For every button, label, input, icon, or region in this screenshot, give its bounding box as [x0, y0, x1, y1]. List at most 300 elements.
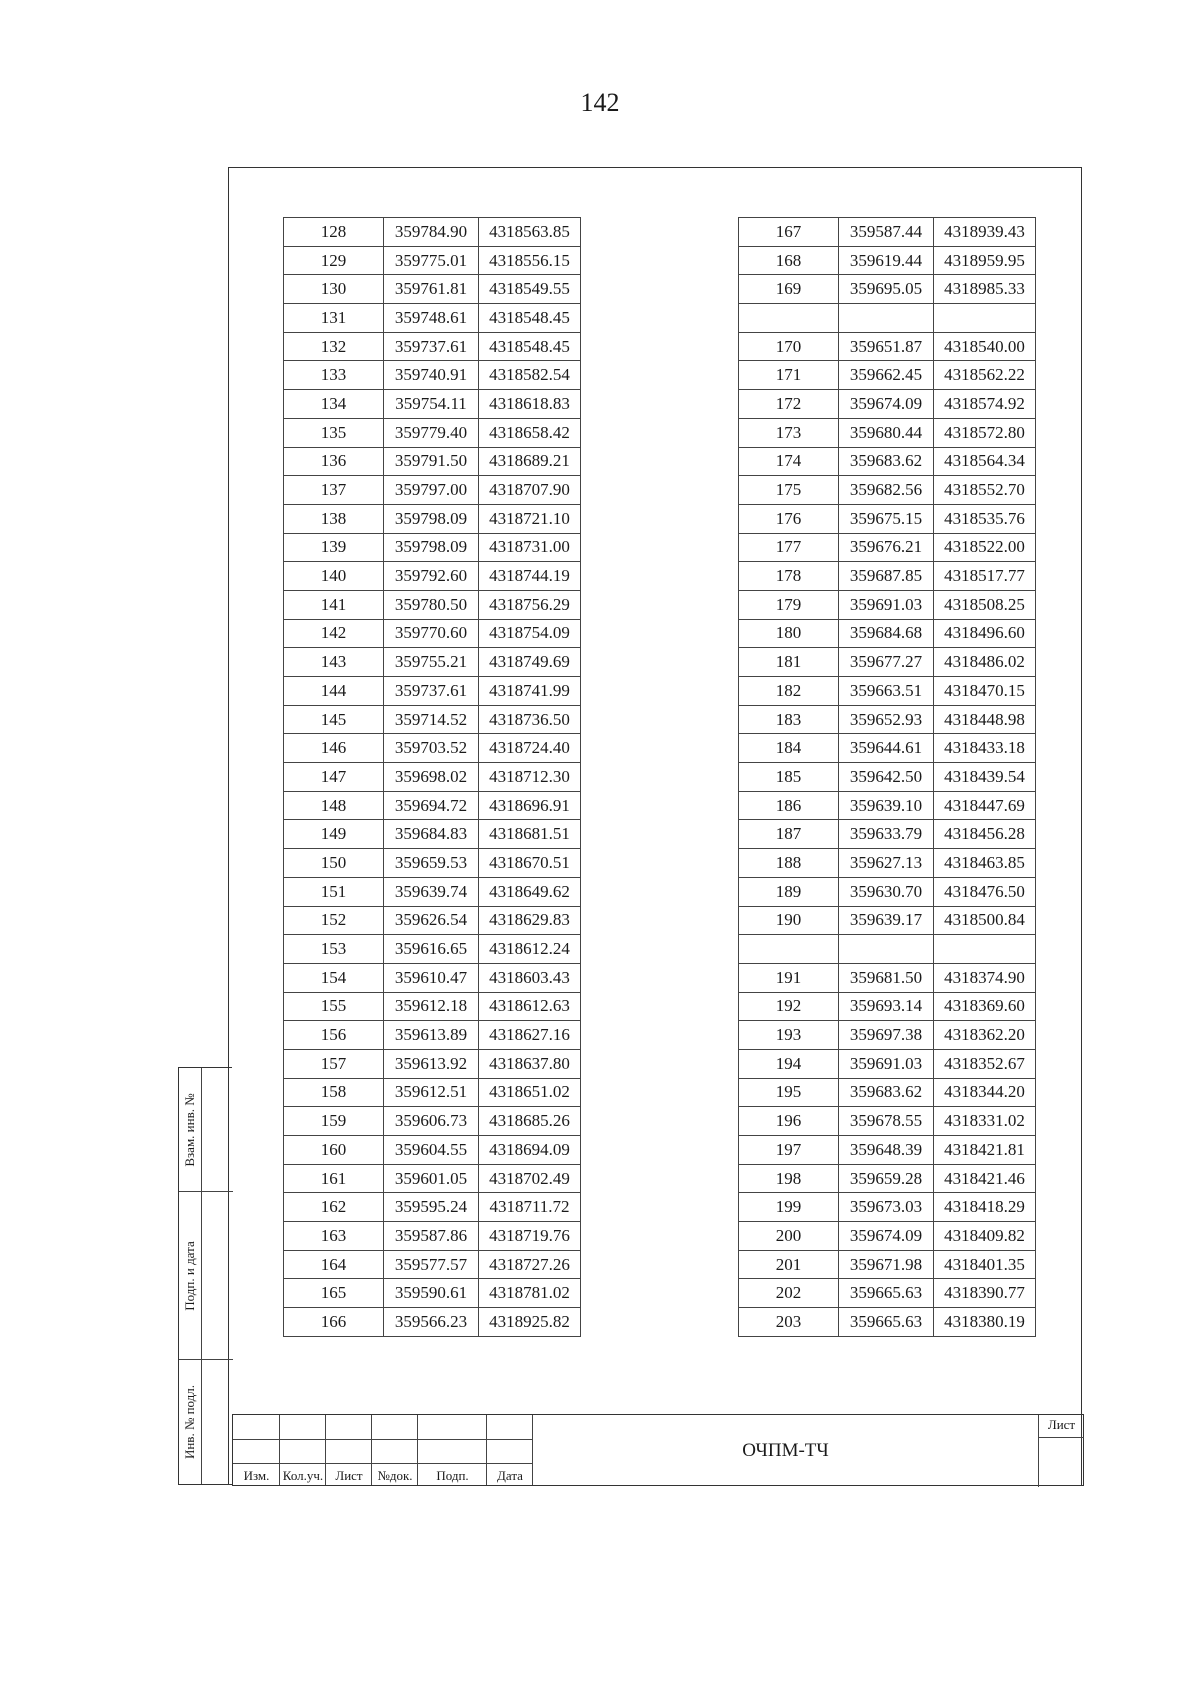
x-coordinate-cell: 359737.61 [384, 677, 479, 706]
x-coordinate-cell: 359691.03 [839, 1049, 934, 1078]
table-row [739, 1164, 1036, 1193]
tb-label-list: Лист [335, 1468, 363, 1483]
point-number-cell: 154 [284, 963, 384, 992]
tb-label-n-dok: №док. [377, 1468, 413, 1483]
side-stamp-inv-podl [179, 1360, 233, 1484]
table-row [739, 1021, 1036, 1050]
y-coordinate-cell: 4318689.21 [479, 447, 581, 476]
table-row [284, 304, 581, 333]
x-coordinate-cell: 359780.50 [384, 590, 479, 619]
point-number-cell: 178 [739, 562, 839, 591]
y-coordinate-cell: 4318637.80 [479, 1049, 581, 1078]
y-coordinate-cell: 4318985.33 [934, 275, 1036, 304]
table-row [284, 1078, 581, 1107]
x-coordinate-cell: 359674.09 [839, 390, 934, 419]
table-row [739, 1136, 1036, 1165]
point-number-cell: 196 [739, 1107, 839, 1136]
point-number-cell: 130 [284, 275, 384, 304]
x-coordinate-cell: 359678.55 [839, 1107, 934, 1136]
point-number-cell: 132 [284, 332, 384, 361]
y-coordinate-cell: 4318712.30 [479, 763, 581, 792]
y-coordinate-cell: 4318572.80 [934, 418, 1036, 447]
side-stamp-vzam [179, 1068, 233, 1192]
y-coordinate-cell: 4318681.51 [479, 820, 581, 849]
point-number-cell [739, 304, 839, 333]
point-number-cell: 180 [739, 619, 839, 648]
y-coordinate-cell: 4318486.02 [934, 648, 1036, 677]
y-coordinate-cell: 4318369.60 [934, 992, 1036, 1021]
y-coordinate-cell: 4318562.22 [934, 361, 1036, 390]
point-number-cell: 171 [739, 361, 839, 390]
table-row [284, 218, 581, 247]
point-number-cell: 191 [739, 963, 839, 992]
x-coordinate-cell: 359761.81 [384, 275, 479, 304]
y-coordinate-cell: 4318362.20 [934, 1021, 1036, 1050]
table-row [739, 935, 1036, 964]
point-number-cell: 146 [284, 734, 384, 763]
title-block [232, 1414, 1084, 1486]
y-coordinate-cell: 4318470.15 [934, 677, 1036, 706]
x-coordinate-cell: 359694.72 [384, 791, 479, 820]
x-coordinate-cell: 359587.44 [839, 218, 934, 247]
side-stamp-vzam-label: Взам. инв. № [182, 1092, 197, 1167]
table-row [284, 275, 581, 304]
x-coordinate-cell: 359683.62 [839, 447, 934, 476]
point-number-cell: 174 [739, 447, 839, 476]
tb-label-data: Дата [497, 1468, 523, 1483]
y-coordinate-cell: 4318421.81 [934, 1136, 1036, 1165]
table-row [284, 820, 581, 849]
y-coordinate-cell: 4318548.45 [479, 332, 581, 361]
y-coordinate-cell: 4318563.85 [479, 218, 581, 247]
table-row [739, 504, 1036, 533]
point-number-cell: 189 [739, 877, 839, 906]
y-coordinate-cell: 4318574.92 [934, 390, 1036, 419]
table-row [284, 1107, 581, 1136]
y-coordinate-cell: 4318651.02 [479, 1078, 581, 1107]
x-coordinate-cell: 359697.38 [839, 1021, 934, 1050]
y-coordinate-cell: 4318670.51 [479, 849, 581, 878]
table-row [739, 763, 1036, 792]
x-coordinate-cell: 359595.24 [384, 1193, 479, 1222]
point-number-cell: 138 [284, 504, 384, 533]
table-row [739, 1049, 1036, 1078]
point-number-cell: 159 [284, 1107, 384, 1136]
x-coordinate-cell: 359798.09 [384, 504, 479, 533]
y-coordinate-cell: 4318456.28 [934, 820, 1036, 849]
x-coordinate-cell: 359693.14 [839, 992, 934, 1021]
y-coordinate-cell: 4318724.40 [479, 734, 581, 763]
table-row [739, 590, 1036, 619]
tb-row-line-2 [233, 1463, 533, 1464]
x-coordinate-cell: 359695.05 [839, 275, 934, 304]
x-coordinate-cell: 359682.56 [839, 476, 934, 505]
y-coordinate-cell: 4318612.24 [479, 935, 581, 964]
table-row [284, 1021, 581, 1050]
point-number-cell: 185 [739, 763, 839, 792]
table-row [739, 906, 1036, 935]
y-coordinate-cell: 4318754.09 [479, 619, 581, 648]
table-row [284, 1308, 581, 1337]
point-number-cell: 177 [739, 533, 839, 562]
table-row [284, 476, 581, 505]
point-number-cell: 128 [284, 218, 384, 247]
table-row [739, 963, 1036, 992]
point-number-cell: 134 [284, 390, 384, 419]
side-stamp [178, 1067, 232, 1485]
table-row [739, 476, 1036, 505]
point-number-cell: 129 [284, 246, 384, 275]
table-row [284, 418, 581, 447]
side-stamp-inv-podl-label: Инв. № подл. [182, 1384, 197, 1460]
point-number-cell: 139 [284, 533, 384, 562]
x-coordinate-cell: 359627.13 [839, 849, 934, 878]
x-coordinate-cell: 359754.11 [384, 390, 479, 419]
table-row [739, 1107, 1036, 1136]
x-coordinate-cell: 359639.10 [839, 791, 934, 820]
x-coordinate-cell: 359626.54 [384, 906, 479, 935]
table-row [284, 992, 581, 1021]
y-coordinate-cell: 4318939.43 [934, 218, 1036, 247]
x-coordinate-cell: 359691.03 [839, 590, 934, 619]
x-coordinate-cell [839, 935, 934, 964]
table-row [739, 820, 1036, 849]
table-row [284, 447, 581, 476]
point-number-cell: 136 [284, 447, 384, 476]
x-coordinate-cell: 359663.51 [839, 677, 934, 706]
x-coordinate-cell: 359619.44 [839, 246, 934, 275]
x-coordinate-cell: 359680.44 [839, 418, 934, 447]
x-coordinate-cell: 359797.00 [384, 476, 479, 505]
table-row [739, 992, 1036, 1021]
point-number-cell: 166 [284, 1308, 384, 1337]
y-coordinate-cell: 4318352.67 [934, 1049, 1036, 1078]
x-coordinate-cell: 359687.85 [839, 562, 934, 591]
x-coordinate-cell: 359659.53 [384, 849, 479, 878]
y-coordinate-cell: 4318744.19 [479, 562, 581, 591]
y-coordinate-cell: 4318476.50 [934, 877, 1036, 906]
table-row [284, 906, 581, 935]
point-number-cell: 140 [284, 562, 384, 591]
table-row [284, 849, 581, 878]
point-number-cell: 203 [739, 1308, 839, 1337]
x-coordinate-cell: 359606.73 [384, 1107, 479, 1136]
x-coordinate-cell: 359577.57 [384, 1250, 479, 1279]
y-coordinate-cell: 4318612.63 [479, 992, 581, 1021]
y-coordinate-cell: 4318522.00 [934, 533, 1036, 562]
y-coordinate-cell: 4318439.54 [934, 763, 1036, 792]
x-coordinate-cell: 359698.02 [384, 763, 479, 792]
point-number-cell: 145 [284, 705, 384, 734]
y-coordinate-cell: 4318582.54 [479, 361, 581, 390]
table-row [284, 734, 581, 763]
tb-label-izm: Изм. [243, 1468, 270, 1483]
point-number-cell: 135 [284, 418, 384, 447]
point-number-cell: 176 [739, 504, 839, 533]
table-row [284, 533, 581, 562]
x-coordinate-cell: 359612.51 [384, 1078, 479, 1107]
x-coordinate-cell: 359644.61 [839, 734, 934, 763]
table-row [284, 677, 581, 706]
table-row [739, 677, 1036, 706]
y-coordinate-cell: 4318711.72 [479, 1193, 581, 1222]
y-coordinate-cell: 4318629.83 [479, 906, 581, 935]
side-stamp-podp-data [179, 1192, 233, 1360]
sheet-label: Лист [1039, 1417, 1084, 1438]
x-coordinate-cell: 359748.61 [384, 304, 479, 333]
point-number-cell: 131 [284, 304, 384, 333]
y-coordinate-cell: 4318548.45 [479, 304, 581, 333]
x-coordinate-cell: 359770.60 [384, 619, 479, 648]
x-coordinate-cell: 359612.18 [384, 992, 479, 1021]
table-row [739, 1308, 1036, 1337]
y-coordinate-cell: 4318925.82 [479, 1308, 581, 1337]
y-coordinate-cell: 4318749.69 [479, 648, 581, 677]
x-coordinate-cell: 359677.27 [839, 648, 934, 677]
table-row [739, 1279, 1036, 1308]
y-coordinate-cell: 4318627.16 [479, 1021, 581, 1050]
y-coordinate-cell: 4318731.00 [479, 533, 581, 562]
y-coordinate-cell: 4318535.76 [934, 504, 1036, 533]
x-coordinate-cell: 359639.17 [839, 906, 934, 935]
y-coordinate-cell: 4318433.18 [934, 734, 1036, 763]
x-coordinate-cell: 359587.86 [384, 1222, 479, 1251]
y-coordinate-cell: 4318618.83 [479, 390, 581, 419]
table-row [739, 533, 1036, 562]
x-coordinate-cell: 359779.40 [384, 418, 479, 447]
point-number-cell: 190 [739, 906, 839, 935]
y-coordinate-cell: 4318549.55 [479, 275, 581, 304]
y-coordinate-cell: 4318409.82 [934, 1222, 1036, 1251]
point-number-cell: 162 [284, 1193, 384, 1222]
y-coordinate-cell: 4318736.50 [479, 705, 581, 734]
table-row [739, 246, 1036, 275]
table-row [284, 619, 581, 648]
table-row [739, 361, 1036, 390]
table-row [739, 1222, 1036, 1251]
x-coordinate-cell: 359604.55 [384, 1136, 479, 1165]
x-coordinate-cell: 359665.63 [839, 1279, 934, 1308]
table-row [739, 447, 1036, 476]
x-coordinate-cell: 359681.50 [839, 963, 934, 992]
point-number-cell: 137 [284, 476, 384, 505]
coordinates-table-left [283, 217, 581, 1337]
point-number-cell: 188 [739, 849, 839, 878]
point-number-cell: 202 [739, 1279, 839, 1308]
x-coordinate-cell: 359590.61 [384, 1279, 479, 1308]
y-coordinate-cell: 4318331.02 [934, 1107, 1036, 1136]
y-coordinate-cell: 4318380.19 [934, 1308, 1036, 1337]
point-number-cell: 197 [739, 1136, 839, 1165]
x-coordinate-cell: 359775.01 [384, 246, 479, 275]
table-row [739, 1250, 1036, 1279]
point-number-cell: 153 [284, 935, 384, 964]
x-coordinate-cell: 359798.09 [384, 533, 479, 562]
x-coordinate-cell: 359676.21 [839, 533, 934, 562]
table-row [739, 390, 1036, 419]
y-coordinate-cell: 4318421.46 [934, 1164, 1036, 1193]
y-coordinate-cell [934, 304, 1036, 333]
table-row [284, 1279, 581, 1308]
y-coordinate-cell: 4318685.26 [479, 1107, 581, 1136]
table-row [284, 390, 581, 419]
x-coordinate-cell: 359714.52 [384, 705, 479, 734]
y-coordinate-cell: 4318564.34 [934, 447, 1036, 476]
x-coordinate-cell: 359648.39 [839, 1136, 934, 1165]
sheet-box [1038, 1415, 1083, 1487]
x-coordinate-cell: 359642.50 [839, 763, 934, 792]
table-row [739, 619, 1036, 648]
x-coordinate-cell: 359613.89 [384, 1021, 479, 1050]
x-coordinate-cell: 359639.74 [384, 877, 479, 906]
x-coordinate-cell: 359740.91 [384, 361, 479, 390]
point-number-cell: 161 [284, 1164, 384, 1193]
y-coordinate-cell: 4318694.09 [479, 1136, 581, 1165]
point-number-cell: 182 [739, 677, 839, 706]
y-coordinate-cell: 4318390.77 [934, 1279, 1036, 1308]
y-coordinate-cell: 4318447.69 [934, 791, 1036, 820]
point-number-cell: 173 [739, 418, 839, 447]
point-number-cell: 167 [739, 218, 839, 247]
point-number-cell: 179 [739, 590, 839, 619]
point-number-cell: 194 [739, 1049, 839, 1078]
tb-label-kol-uch: Кол.уч. [282, 1468, 324, 1483]
table-row [739, 418, 1036, 447]
table-row [739, 1193, 1036, 1222]
x-coordinate-cell: 359737.61 [384, 332, 479, 361]
table-row [284, 1136, 581, 1165]
point-number-cell: 144 [284, 677, 384, 706]
table-row [739, 705, 1036, 734]
table-row [284, 590, 581, 619]
y-coordinate-cell: 4318374.90 [934, 963, 1036, 992]
y-coordinate-cell: 4318719.76 [479, 1222, 581, 1251]
point-number-cell: 198 [739, 1164, 839, 1193]
y-coordinate-cell: 4318603.43 [479, 963, 581, 992]
table-row [739, 849, 1036, 878]
table-row [739, 332, 1036, 361]
point-number-cell: 193 [739, 1021, 839, 1050]
point-number-cell: 187 [739, 820, 839, 849]
y-coordinate-cell: 4318418.29 [934, 1193, 1036, 1222]
x-coordinate-cell: 359630.70 [839, 877, 934, 906]
x-coordinate-cell: 359755.21 [384, 648, 479, 677]
y-coordinate-cell: 4318696.91 [479, 791, 581, 820]
x-coordinate-cell: 359792.60 [384, 562, 479, 591]
point-number-cell: 150 [284, 849, 384, 878]
point-number-cell: 148 [284, 791, 384, 820]
table-row [284, 877, 581, 906]
y-coordinate-cell: 4318496.60 [934, 619, 1036, 648]
y-coordinate-cell: 4318500.84 [934, 906, 1036, 935]
x-coordinate-cell: 359601.05 [384, 1164, 479, 1193]
point-number-cell: 149 [284, 820, 384, 849]
table-row [739, 218, 1036, 247]
coordinates-table-right [738, 217, 1036, 1337]
point-number-cell: 155 [284, 992, 384, 1021]
table-row [739, 734, 1036, 763]
y-coordinate-cell: 4318508.25 [934, 590, 1036, 619]
x-coordinate-cell: 359784.90 [384, 218, 479, 247]
point-number-cell: 195 [739, 1078, 839, 1107]
table-row [284, 763, 581, 792]
point-number-cell: 141 [284, 590, 384, 619]
table-row [739, 877, 1036, 906]
y-coordinate-cell: 4318448.98 [934, 705, 1036, 734]
table-row [284, 361, 581, 390]
y-coordinate-cell: 4318781.02 [479, 1279, 581, 1308]
table-row [739, 1078, 1036, 1107]
y-coordinate-cell: 4318959.95 [934, 246, 1036, 275]
y-coordinate-cell: 4318552.70 [934, 476, 1036, 505]
x-coordinate-cell: 359791.50 [384, 447, 479, 476]
x-coordinate-cell: 359633.79 [839, 820, 934, 849]
point-number-cell: 142 [284, 619, 384, 648]
x-coordinate-cell: 359674.09 [839, 1222, 934, 1251]
point-number-cell: 186 [739, 791, 839, 820]
y-coordinate-cell: 4318658.42 [479, 418, 581, 447]
point-number-cell: 147 [284, 763, 384, 792]
table-row [284, 935, 581, 964]
x-coordinate-cell: 359684.83 [384, 820, 479, 849]
y-coordinate-cell: 4318649.62 [479, 877, 581, 906]
point-number-cell: 168 [739, 246, 839, 275]
x-coordinate-cell: 359665.63 [839, 1308, 934, 1337]
x-coordinate-cell: 359651.87 [839, 332, 934, 361]
point-number-cell: 199 [739, 1193, 839, 1222]
table-row [284, 332, 581, 361]
x-coordinate-cell: 359673.03 [839, 1193, 934, 1222]
y-coordinate-cell: 4318707.90 [479, 476, 581, 505]
point-number-cell: 172 [739, 390, 839, 419]
x-coordinate-cell: 359610.47 [384, 963, 479, 992]
point-number-cell: 184 [739, 734, 839, 763]
x-coordinate-cell: 359662.45 [839, 361, 934, 390]
tb-label-podp: Подп. [436, 1468, 469, 1483]
point-number-cell: 169 [739, 275, 839, 304]
table-row [284, 246, 581, 275]
y-coordinate-cell: 4318721.10 [479, 504, 581, 533]
x-coordinate-cell: 359652.93 [839, 705, 934, 734]
x-coordinate-cell: 359616.65 [384, 935, 479, 964]
table-row [739, 791, 1036, 820]
point-number-cell: 158 [284, 1078, 384, 1107]
x-coordinate-cell: 359683.62 [839, 1078, 934, 1107]
table-row [284, 1049, 581, 1078]
y-coordinate-cell: 4318540.00 [934, 332, 1036, 361]
point-number-cell: 170 [739, 332, 839, 361]
x-coordinate-cell: 359659.28 [839, 1164, 934, 1193]
tb-row-line-1 [233, 1439, 533, 1440]
point-number-cell: 133 [284, 361, 384, 390]
point-number-cell: 157 [284, 1049, 384, 1078]
side-stamp-podp-data-label: Подп. и дата [182, 1240, 197, 1311]
table-row [739, 648, 1036, 677]
y-coordinate-cell: 4318556.15 [479, 246, 581, 275]
point-number-cell: 181 [739, 648, 839, 677]
x-coordinate-cell: 359613.92 [384, 1049, 479, 1078]
table-row [284, 562, 581, 591]
table-row [284, 648, 581, 677]
point-number-cell: 151 [284, 877, 384, 906]
table-row [284, 1250, 581, 1279]
point-number-cell: 183 [739, 705, 839, 734]
y-coordinate-cell: 4318401.35 [934, 1250, 1036, 1279]
table-row [284, 1193, 581, 1222]
y-coordinate-cell: 4318741.99 [479, 677, 581, 706]
y-coordinate-cell: 4318517.77 [934, 562, 1036, 591]
y-coordinate-cell: 4318463.85 [934, 849, 1036, 878]
